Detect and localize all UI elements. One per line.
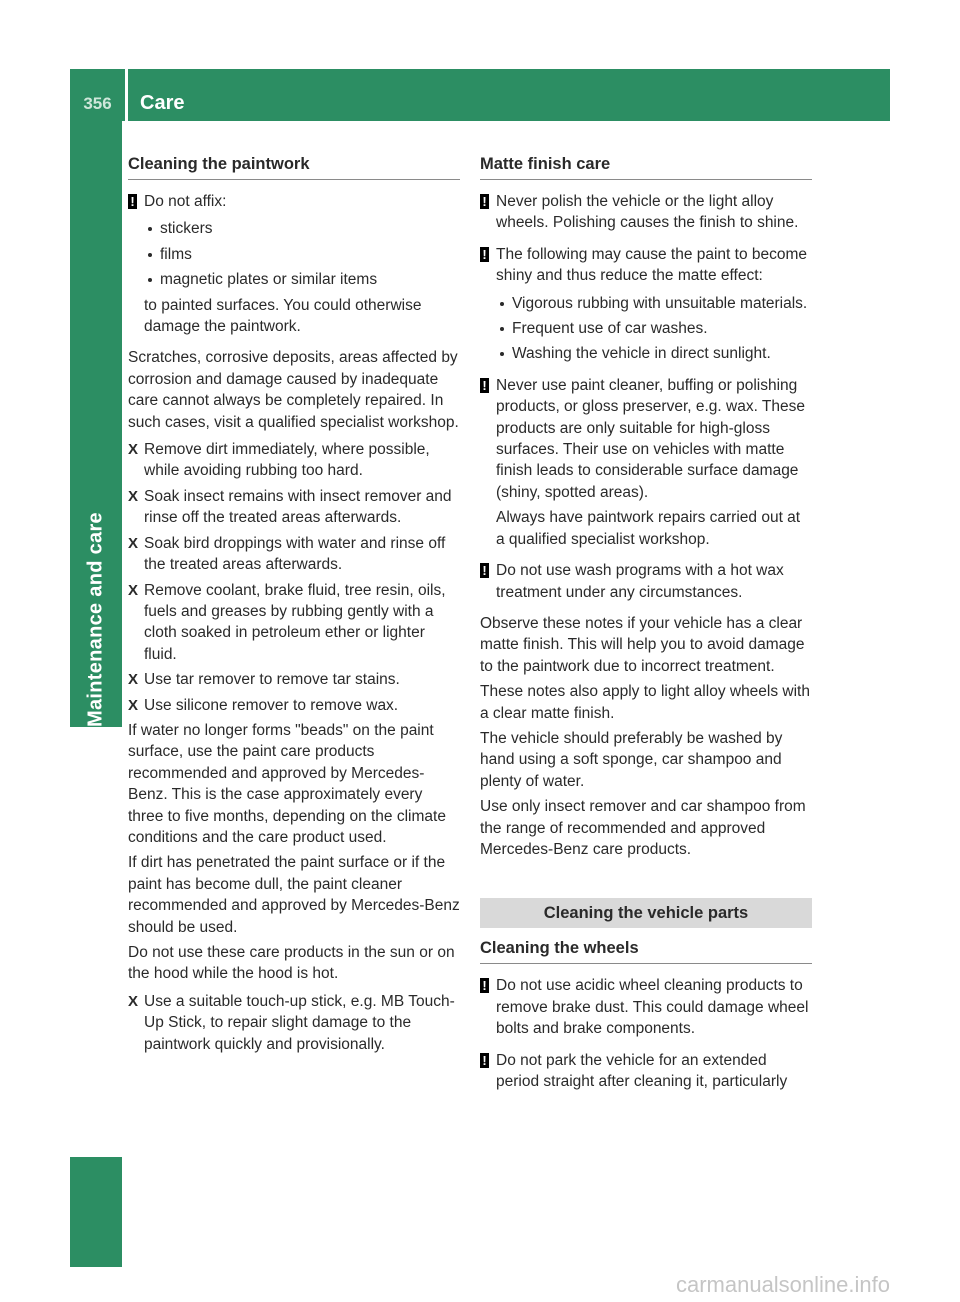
step-icon: X [128,992,139,1010]
right-column [480,152,812,1102]
warning-icon: ! [480,194,489,209]
paragraph: Use only insect remover and car shampoo from the range of recommended and approved Mercedes-Benz care products. [480,798,806,858]
warning-icon: ! [480,378,489,393]
step-item [128,669,460,690]
warning-icon: ! [480,1053,489,1068]
bullet-list [496,293,812,365]
warning-icon: ! [128,194,137,209]
left-column [128,152,460,1059]
warning-text: Do not use acidic wheel cleaning products to remove brake dust. This could damage wheel bolts and brake components. [496,977,809,1038]
warning-note [480,1050,812,1093]
list-item: films [144,244,460,265]
list-item: Washing the vehicle in direct sunlight. [496,343,812,364]
step-icon: X [128,671,139,689]
list-item: Vigorous rubbing with unsuitable materials. [496,293,812,314]
step-text: Use tar remover to remove tar stains. [144,671,400,689]
page-title: Care [140,92,185,114]
side-tab [70,121,122,727]
step-item [128,991,460,1055]
warning-note [480,244,812,365]
warning-note [480,560,812,603]
warning-text: Do not affix: [144,193,227,210]
bullet-list [144,218,460,290]
section-band: Cleaning the vehicle parts [480,898,812,928]
step-item [128,439,460,482]
step-item [128,533,460,576]
warning-text: Never use paint cleaner, buffing or polishing products, or gloss preserver, e.g. wax. These products are only suitable for high-gloss surfaces. Their use on vehicles with matte finish leads to considerable surface damage (shiny, spotted areas). [496,376,806,501]
paragraph: These notes also apply to light alloy wheels with a clear matte finish. [480,683,810,722]
step-text: Soak bird droppings with water and rinse off the treated areas afterwards. [144,534,446,574]
paragraph: Do not use these care products in the sun or on the hood while the hood is hot. [128,944,455,983]
section-heading-matte: Matte finish care [480,152,812,180]
list-item: magnetic plates or similar items [144,269,460,290]
step-text: Soak insect remains with insect remover and rinse off the treated areas afterwards. [144,487,452,527]
step-item [128,486,460,529]
step-list [128,439,460,716]
header-divider [125,69,128,121]
paragraph: Scratches, corrosive deposits, areas affected by corrosion and damage caused by inadequate care cannot always be completely repaired. In such cases, visit a qualified specialist workshop. [128,349,459,431]
paragraph: If dirt has penetrated the paint surface or if the paint has become dull, the paint cleaner recommended and approved by Mercedes-Benz should be used. [128,854,460,936]
watermark: carmanualsonline.info [675,1272,890,1297]
step-icon: X [128,696,139,714]
step-icon: X [128,441,139,459]
warning-text: Never polish the vehicle or the light alloy wheels. Polishing causes the finish to shine. [496,193,799,232]
warning-icon: ! [480,247,489,262]
warning-note [480,375,812,550]
side-tab-strip [70,1157,122,1267]
section-heading-wheels: Cleaning the wheels [480,936,812,964]
warning-text: Always have paintwork repairs carried out at a qualified specialist workshop. [496,509,801,548]
warning-icon: ! [480,563,489,578]
step-text: Remove dirt immediately, where possible, while avoiding rubbing too hard. [144,441,430,480]
warning-note [480,975,812,1039]
page-number: 356 [83,94,112,113]
step-list [128,991,460,1055]
step-text: Remove coolant, brake fluid, tree resin, oils, fuels and greases by rubbing gently with a cloth soaked in petroleum ether or lighter fluid. [144,581,446,663]
warning-text: Do not use wash programs with a hot wax treatment under any circumstances. [496,562,784,601]
warning-text: to painted surfaces. You could otherwise damage the paintwork. [144,296,422,336]
header-bar [70,69,890,121]
warning-text: Do not park the vehicle for an extended period straight after cleaning it, particularly [496,1051,788,1090]
warning-text: The following may cause the paint to become shiny and thus reduce the matte effect: [496,245,808,285]
side-tab-label [70,121,122,727]
step-item [128,580,460,666]
step-item [128,695,460,716]
warning-note [128,191,460,337]
paragraph: If water no longer forms "beads" on the paint surface, use the paint care products recommended and approved by Mercedes-Benz. This is the case approximately every three to five months, depending on the climate conditions and the care product used. [128,721,446,846]
list-item: Frequent use of car washes. [496,318,812,339]
step-text: Use silicone remover to remove wax. [144,696,399,714]
step-icon: X [128,487,139,505]
warning-note [480,191,812,234]
paragraph: The vehicle should preferably be washed by hand using a soft sponge, car shampoo and plenty of water. [480,729,783,790]
step-icon: X [128,534,139,552]
step-text: Use a suitable touch-up stick, e.g. MB Touch-Up Stick, to repair slight damage to the paintwork quickly and provisionally. [144,992,455,1053]
paragraph: Observe these notes if your vehicle has a clear matte finish. This will help you to avoid damage to the paintwork due to incorrect treatment. [480,614,805,675]
warning-icon: ! [480,978,489,993]
list-item: stickers [144,218,460,239]
step-icon: X [128,581,139,599]
side-tab-text: Maintenance and care [84,512,107,727]
section-heading-paintwork: Cleaning the paintwork [128,152,460,180]
